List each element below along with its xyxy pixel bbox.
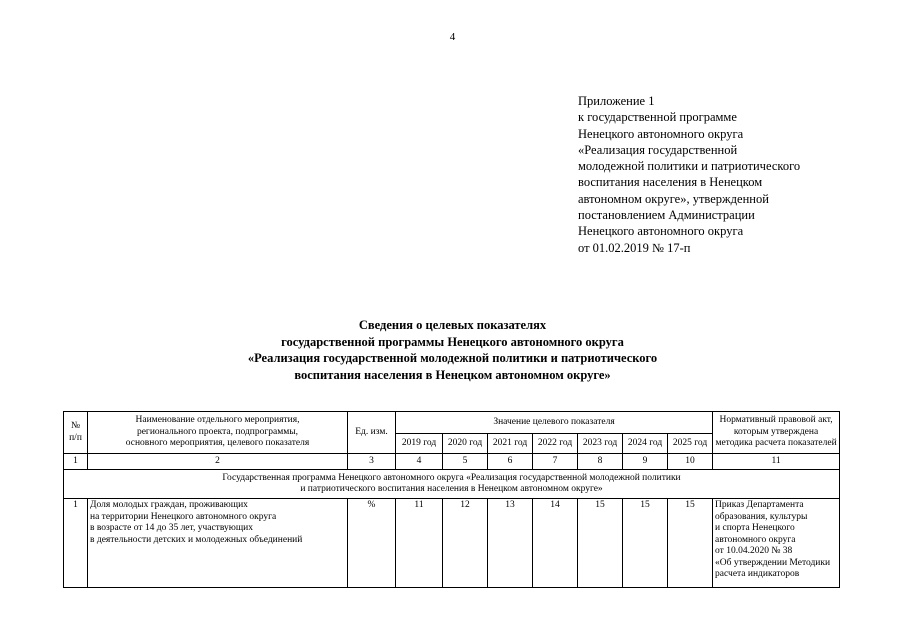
header-act-line: которым утверждена — [733, 426, 819, 437]
appendix-line: Ненецкого автономного округа — [578, 126, 744, 141]
year-header: 2021 год — [488, 434, 533, 454]
header-num-line: п/п — [69, 432, 82, 443]
year-header: 2020 год — [443, 434, 488, 454]
program-title — [64, 470, 840, 499]
indicators-table — [63, 411, 840, 588]
table-row — [64, 499, 840, 588]
document-title — [0, 317, 905, 383]
row-value: 15 — [623, 499, 668, 588]
row-act-line: от 10.04.2020 № 38 — [715, 546, 793, 556]
header-name-line: основного мероприятия, целевого показателя — [125, 438, 310, 449]
row-name-line: в возрасте от 14 до 35 лет, участвующих — [90, 523, 253, 533]
row-name-line: Доля молодых граждан, проживающих — [90, 500, 248, 510]
program-row — [64, 470, 840, 499]
column-number: 4 — [396, 454, 443, 470]
row-value: 13 — [488, 499, 533, 588]
year-header: 2023 год — [578, 434, 623, 454]
title-line: воспитания населения в Ненецком автономном округе» — [294, 367, 611, 382]
row-act-line: Приказ Департамента — [715, 500, 804, 510]
header-name-line: Наименование отдельного мероприятия, — [135, 415, 300, 426]
row-value: 15 — [668, 499, 713, 588]
header-name-line: регионального проекта, подпрограммы, — [136, 426, 299, 437]
year-header: 2019 год — [396, 434, 443, 454]
appendix-line: постановлением Администрации — [578, 208, 755, 223]
row-act — [713, 499, 840, 588]
column-number: 2 — [88, 454, 348, 470]
header-name — [88, 412, 348, 454]
column-number: 7 — [533, 454, 578, 470]
header-value-group: Значение целевого показателя — [396, 412, 713, 434]
row-act-line: автономного округа — [715, 534, 796, 545]
appendix-line: Приложение 1 — [578, 94, 655, 108]
column-number: 9 — [623, 454, 668, 470]
header-num — [64, 412, 88, 454]
header-unit: Ед. изм. — [348, 412, 396, 454]
appendix-line: молодежной политики и патриотического — [578, 159, 801, 174]
appendix-line: «Реализация государственной — [578, 142, 738, 157]
appendix-line: Ненецкого автономного округа — [578, 224, 744, 239]
header-num-line: № — [70, 421, 81, 431]
appendix-line: от 01.02.2019 № 17-п — [578, 240, 691, 255]
year-header: 2024 год — [623, 434, 668, 454]
row-act-line: и спорта Ненецкого — [715, 523, 795, 533]
title-line: Сведения о целевых показателях — [358, 318, 547, 332]
column-number-row — [64, 454, 840, 470]
appendix-line: автономном округе», утвержденной — [578, 191, 769, 206]
column-number: 3 — [348, 454, 396, 470]
title-line: государственной программы Ненецкого автономного округа — [281, 334, 624, 349]
column-number: 5 — [443, 454, 488, 470]
program-title-line: Государственная программа Ненецкого автономного округа «Реализация государственной молодежной политики — [222, 472, 681, 483]
row-value: 14 — [533, 499, 578, 588]
year-header: 2025 год — [668, 434, 713, 454]
row-unit: % — [348, 499, 396, 588]
appendix-line: воспитания населения в Ненецком — [578, 175, 763, 190]
row-name-line: на территории Ненецкого автономного округа — [90, 511, 277, 522]
header-act-line: методика расчета показателей — [715, 438, 837, 449]
year-header: 2022 год — [533, 434, 578, 454]
page-number: 4 — [449, 31, 456, 43]
program-title-line: и патриотического воспитания населения в Ненецком автономном округе» — [300, 484, 603, 494]
header-row — [64, 412, 840, 434]
column-number: 11 — [713, 454, 840, 470]
row-act-line: образования, культуры — [715, 511, 808, 522]
row-name — [88, 499, 348, 588]
column-number: 1 — [64, 454, 88, 470]
header-act-line: Нормативный правовой акт, — [719, 415, 833, 426]
row-name-line: в деятельности детских и молодежных объединений — [90, 534, 303, 545]
appendix-note — [578, 93, 878, 256]
appendix-line: к государственной программе — [578, 110, 737, 125]
row-value: 15 — [578, 499, 623, 588]
column-number: 6 — [488, 454, 533, 470]
row-value: 11 — [396, 499, 443, 588]
column-number: 10 — [668, 454, 713, 470]
title-line: «Реализация государственной молодежной политики и патриотического — [247, 351, 658, 366]
row-num: 1 — [64, 499, 88, 588]
row-act-line: расчета индикаторов — [715, 569, 800, 579]
column-number: 8 — [578, 454, 623, 470]
row-value: 12 — [443, 499, 488, 588]
header-act — [713, 412, 840, 454]
row-act-line: «Об утверждении Методики — [715, 557, 831, 568]
